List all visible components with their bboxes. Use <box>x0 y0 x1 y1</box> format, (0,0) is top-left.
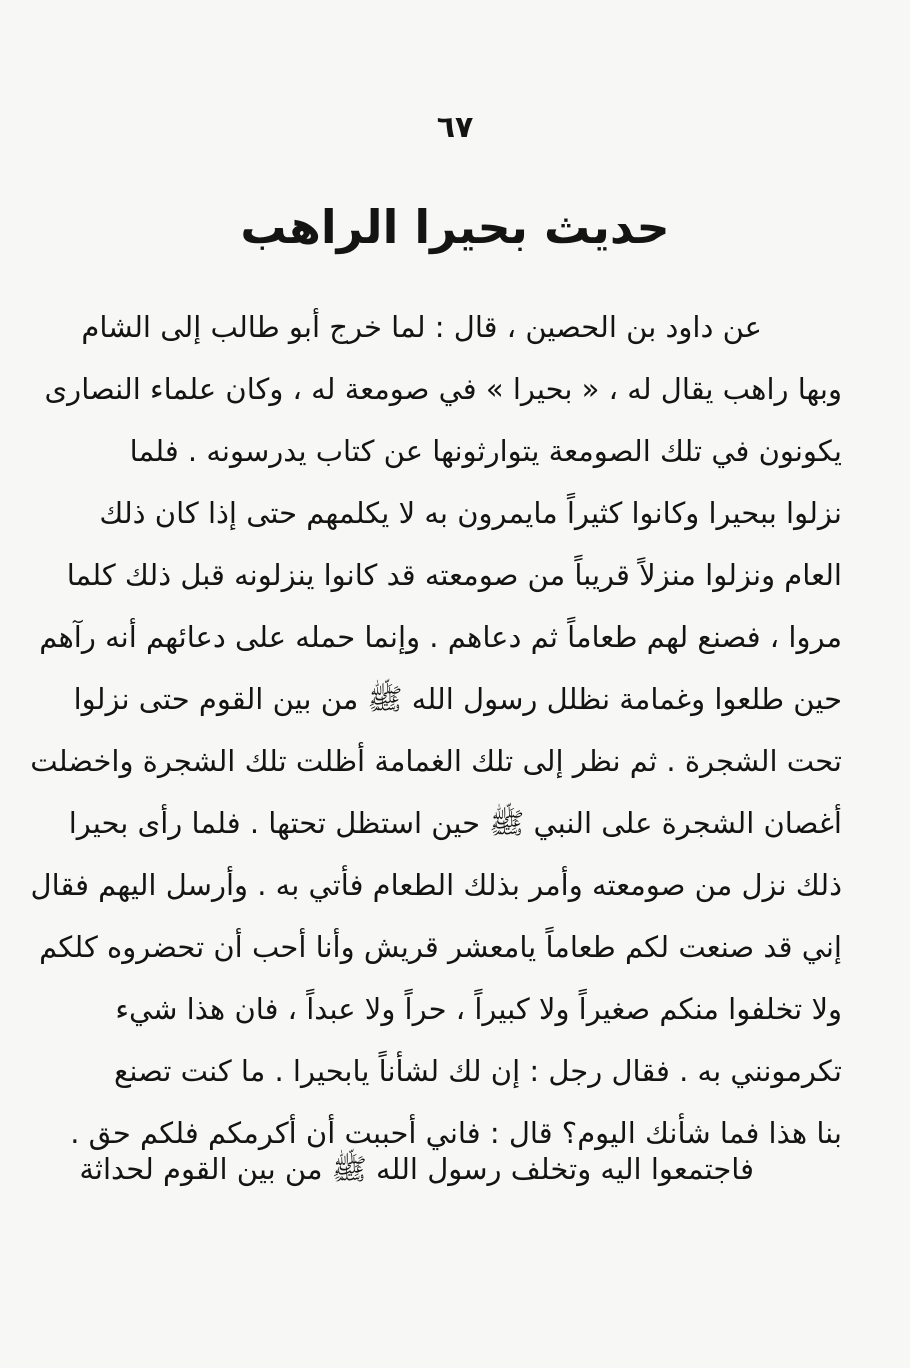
text-line: ذلك نزل من صومعته وأمر بذلك الطعام فأتي به . وأرسل اليهم فقال <box>30 868 842 902</box>
text-line: تحت الشجرة . ثم نظر إلى تلك الغمامة أظلت تلك الشجرة واخضلت <box>30 744 842 778</box>
text-line: عن داود بن الحصين ، قال : لما خرج أبو طالب إلى الشام <box>81 310 762 344</box>
text-line: فاجتمعوا اليه وتخلف رسول الله ﷺ من بين القوم لحداثة <box>79 1152 754 1186</box>
paragraph-1 <box>30 296 842 1164</box>
paragraph-2 <box>79 1138 842 1200</box>
text-line: بنا هذا فما شأنك اليوم؟ قال : فاني أحببت أن أكرمكم فلكم حق . <box>70 1116 842 1150</box>
text-line: ولا تخلفوا منكم صغيراً ولا كبيراً ، حراً ولا عبداً ، فان هذا شيء <box>115 992 842 1026</box>
text-line: مروا ، فصنع لهم طعاماً ثم دعاهم . وإنما حمله على دعائهم أنه رآهم <box>39 620 842 654</box>
text-line: إني قد صنعت لكم طعاماً يامعشر قريش وأنا أحب أن تحضروه كلكم <box>39 930 842 964</box>
text-line: نزلوا ببحيرا وكانوا كثيراً مايمرون به لا يكلمهم حتى إذا كان ذلك <box>99 496 842 530</box>
text-line: تكرمونني به . فقال رجل : إن لك لشأناً يابحيرا . ما كنت تصنع <box>114 1054 842 1088</box>
text-line: يكونون في تلك الصومعة يتوارثونها عن كتاب يدرسونه . فلما <box>129 434 842 468</box>
page-number: ٦٧ <box>436 110 474 145</box>
text-line: حين طلعوا وغمامة نظلل رسول الله ﷺ من بين القوم حتى نزلوا <box>73 682 842 716</box>
text-line: العام ونزلوا منزلاً قريباً من صومعته قد كانوا ينزلونه قبل ذلك كلما <box>66 558 842 592</box>
chapter-title: حديث بحيرا الراهب <box>240 200 670 254</box>
text-line: وبها راهب يقال له ، « بحيرا » في صومعة له ، وكان علماء النصارى <box>44 372 842 406</box>
text-line: أغصان الشجرة على النبي ﷺ حين استظل تحتها . فلما رأى بحيرا <box>68 806 842 840</box>
